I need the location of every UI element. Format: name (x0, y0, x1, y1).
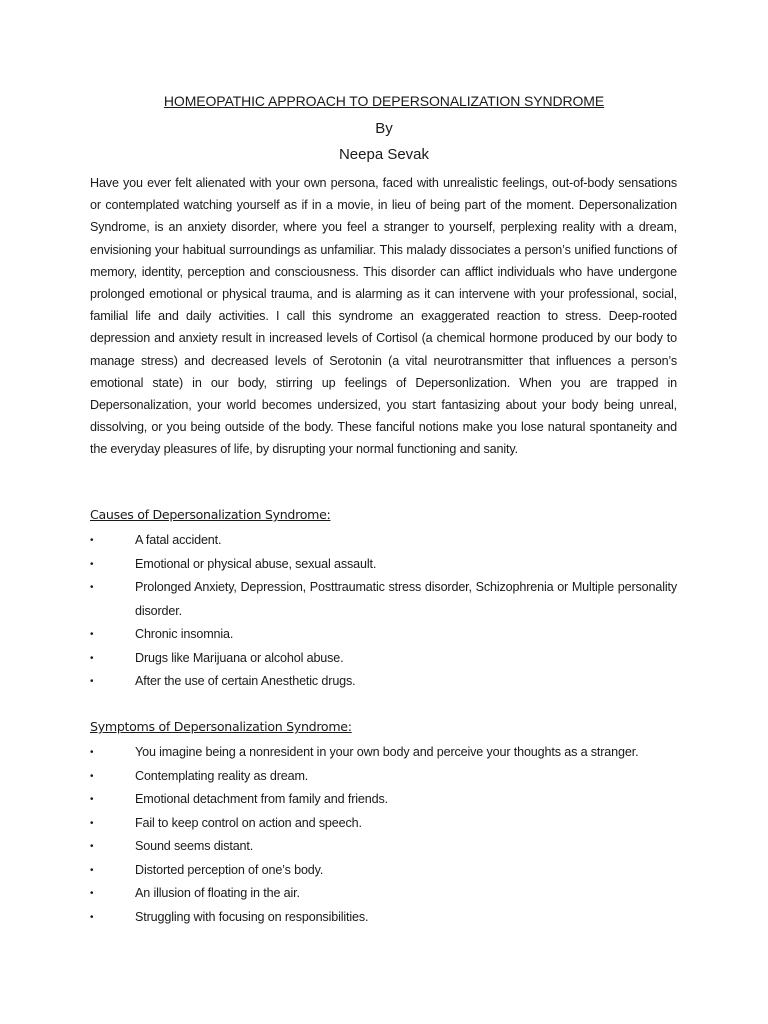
list-item-text: Contemplating reality as dream. (135, 768, 309, 783)
bullet-icon: • (90, 747, 94, 758)
list-item (90, 788, 677, 812)
list-item (90, 553, 677, 577)
bullet-icon: • (90, 652, 94, 664)
list-item-text: Sound seems distant. (135, 839, 254, 853)
list-item-text: An illusion of floating in the air. (135, 886, 300, 900)
bullet-icon: • (90, 817, 94, 829)
list-item (90, 741, 677, 765)
bullet-icon: • (90, 864, 94, 876)
author-name: Neepa Sevak (338, 146, 430, 163)
bullet-icon: • (90, 911, 94, 923)
bullet-icon: • (90, 629, 94, 640)
list-item-text: Prolonged Anxiety, Depression, Posttraumatic stress disorder, Schizophrenia or Multiple personality disorder. (135, 580, 677, 618)
intro-paragraph: Have you ever felt alienated with your own persona, faced with unrealistic feelings, out-of-body sensations or contemplated watching yourself as if in a movie, in lieu of being part of the moment. Depersonalization Syndrome, is an anxiety disorder, where you feel a stranger to yourself, perplexing reality with a dream, envisioning your habitual surroundings as unfamiliar. This malady dissociates a person’s unified functions of memory, identity, perception and consciousness. This disorder can afflict individuals who have undergone prolonged emotional or physical trauma, and is alarming as it can intervene with your professional, social, familial life and daily activities. I call this syndrome an exaggerated reaction to stress. Deep-rooted depression and anxiety result in increased levels of Cortisol (a chemical hormone produced by our body to manage stress) and decreased levels of Serotonin (a vital neurotransmitter that influences a person’s emotional state) in our body, stirring up feelings of Depersonlization. When you are trapped in Depersonalization, your world becomes undersized, you start fantasizing about your body being unreal, dissolving, or you being outside of the body. These fanciful notions make you lose natural spontaneity and the everyday pleasures of life, by disrupting your normal functioning and sanity. (90, 176, 677, 457)
list-item-text: You imagine being a nonresident in your own body and perceive your thoughts as a stranger. (135, 745, 639, 759)
symptoms-list (90, 741, 677, 929)
list-item-text: Emotional detachment from family and friends. (135, 792, 388, 806)
list-item (90, 906, 677, 930)
causes-list (90, 529, 677, 694)
list-item (90, 812, 677, 836)
bullet-icon: • (90, 676, 94, 687)
bullet-icon: • (90, 888, 94, 899)
list-item (90, 670, 677, 694)
causes-heading: Causes of Depersonalization Syndrome: (90, 507, 331, 522)
list-item-text: Emotional or physical abuse, sexual assault. (135, 556, 377, 571)
list-item (90, 529, 677, 553)
list-item (90, 623, 677, 647)
list-item (90, 647, 677, 671)
bullet-icon: • (90, 558, 94, 570)
list-item (90, 576, 677, 623)
list-item-text: Chronic insomnia. (135, 627, 234, 641)
document-title: HOMEOPATHIC APPROACH TO DEPERSONALIZATION SYNDROME (163, 93, 605, 109)
list-item-text: Drugs like Marijuana or alcohol abuse. (135, 650, 344, 665)
list-item (90, 859, 677, 883)
byline-label: By (375, 120, 393, 137)
bullet-icon: • (90, 582, 94, 593)
list-item-text: Fail to keep control on action and speech. (135, 815, 362, 830)
list-item (90, 835, 677, 859)
symptoms-heading: Symptoms of Depersonalization Syndrome: (90, 719, 352, 734)
list-item (90, 765, 677, 789)
bullet-icon: • (90, 770, 94, 782)
bullet-icon: • (90, 841, 94, 852)
bullet-icon: • (90, 794, 94, 805)
list-item-text: A fatal accident. (135, 533, 222, 547)
list-item (90, 882, 677, 906)
list-item-text: Struggling with focusing on responsibilities. (135, 909, 369, 924)
bullet-icon: • (90, 535, 94, 546)
list-item-text: Distorted perception of one’s body. (135, 862, 324, 877)
list-item-text: After the use of certain Anesthetic drugs. (135, 674, 356, 688)
